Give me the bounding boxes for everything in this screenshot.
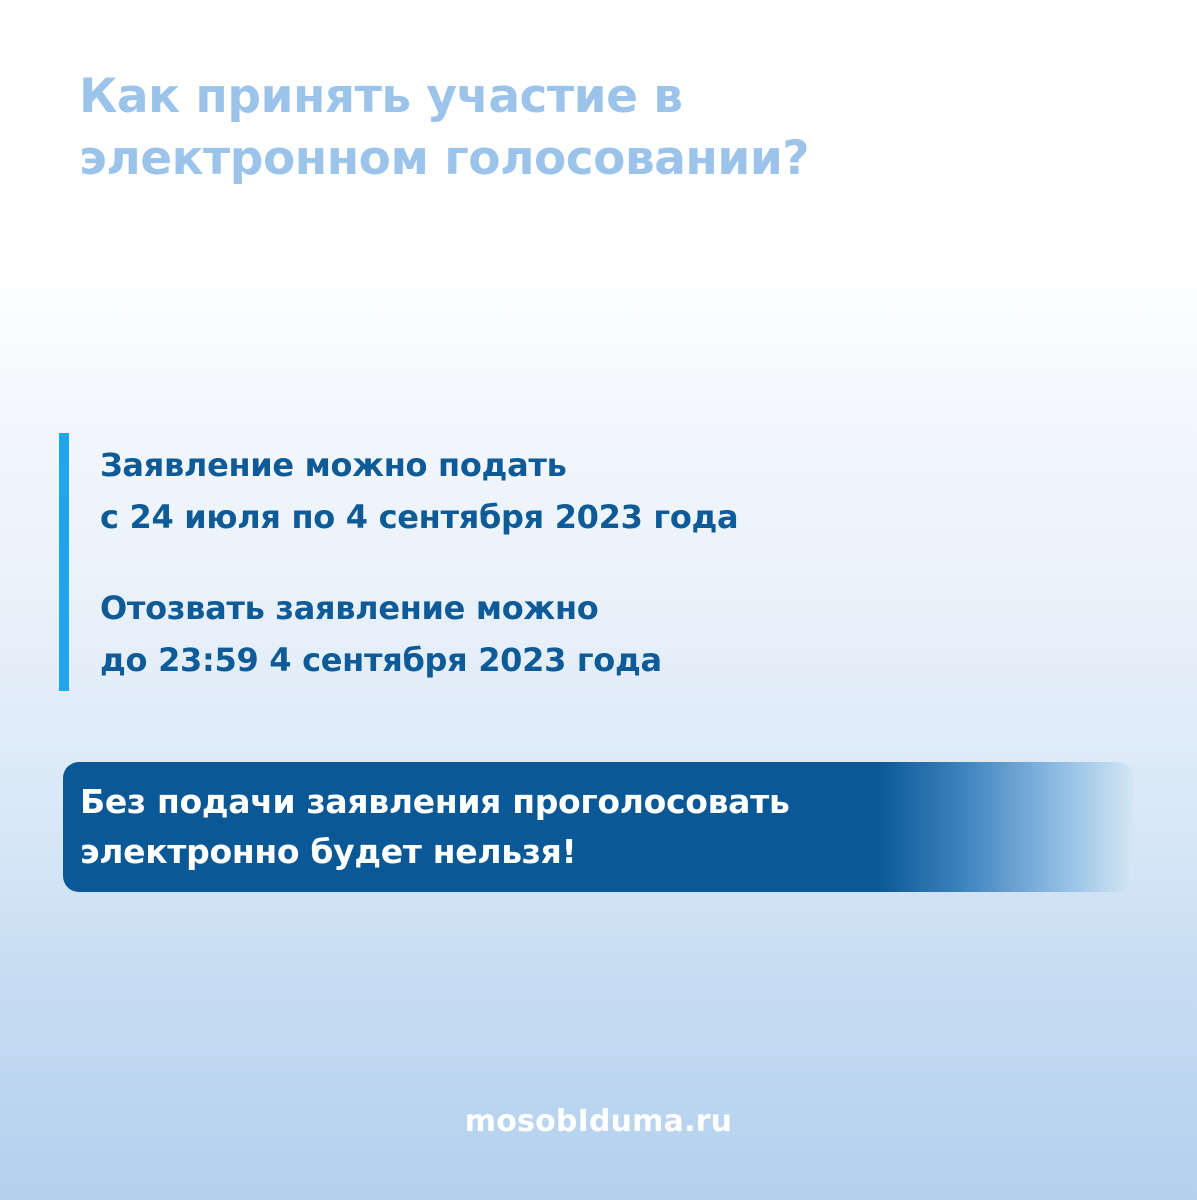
page-title-line-2: электронном голосовании? xyxy=(79,131,810,186)
application-period-line-1: Заявление можно подать xyxy=(100,446,567,484)
page-title xyxy=(79,66,1079,190)
withdrawal-line-1: Отозвать заявление можно xyxy=(100,589,599,627)
application-period-line-2: с 24 июля по 4 сентября 2023 года xyxy=(100,498,739,536)
site-url: mosobIduma.ru xyxy=(464,1104,733,1139)
withdrawal-line-2: до 23:59 4 сентября 2023 года xyxy=(100,641,662,679)
warning-line-1: Без подачи заявления проголосовать xyxy=(80,782,790,821)
warning-banner xyxy=(63,762,1134,892)
warning-text xyxy=(80,777,790,877)
warning-line-2: электронно будет нельзя! xyxy=(80,832,577,871)
info-block xyxy=(59,433,959,691)
application-period-text xyxy=(100,439,738,543)
withdrawal-text xyxy=(100,582,662,686)
accent-bar xyxy=(59,433,69,691)
page-title-line-1: Как принять участие в xyxy=(79,69,683,124)
